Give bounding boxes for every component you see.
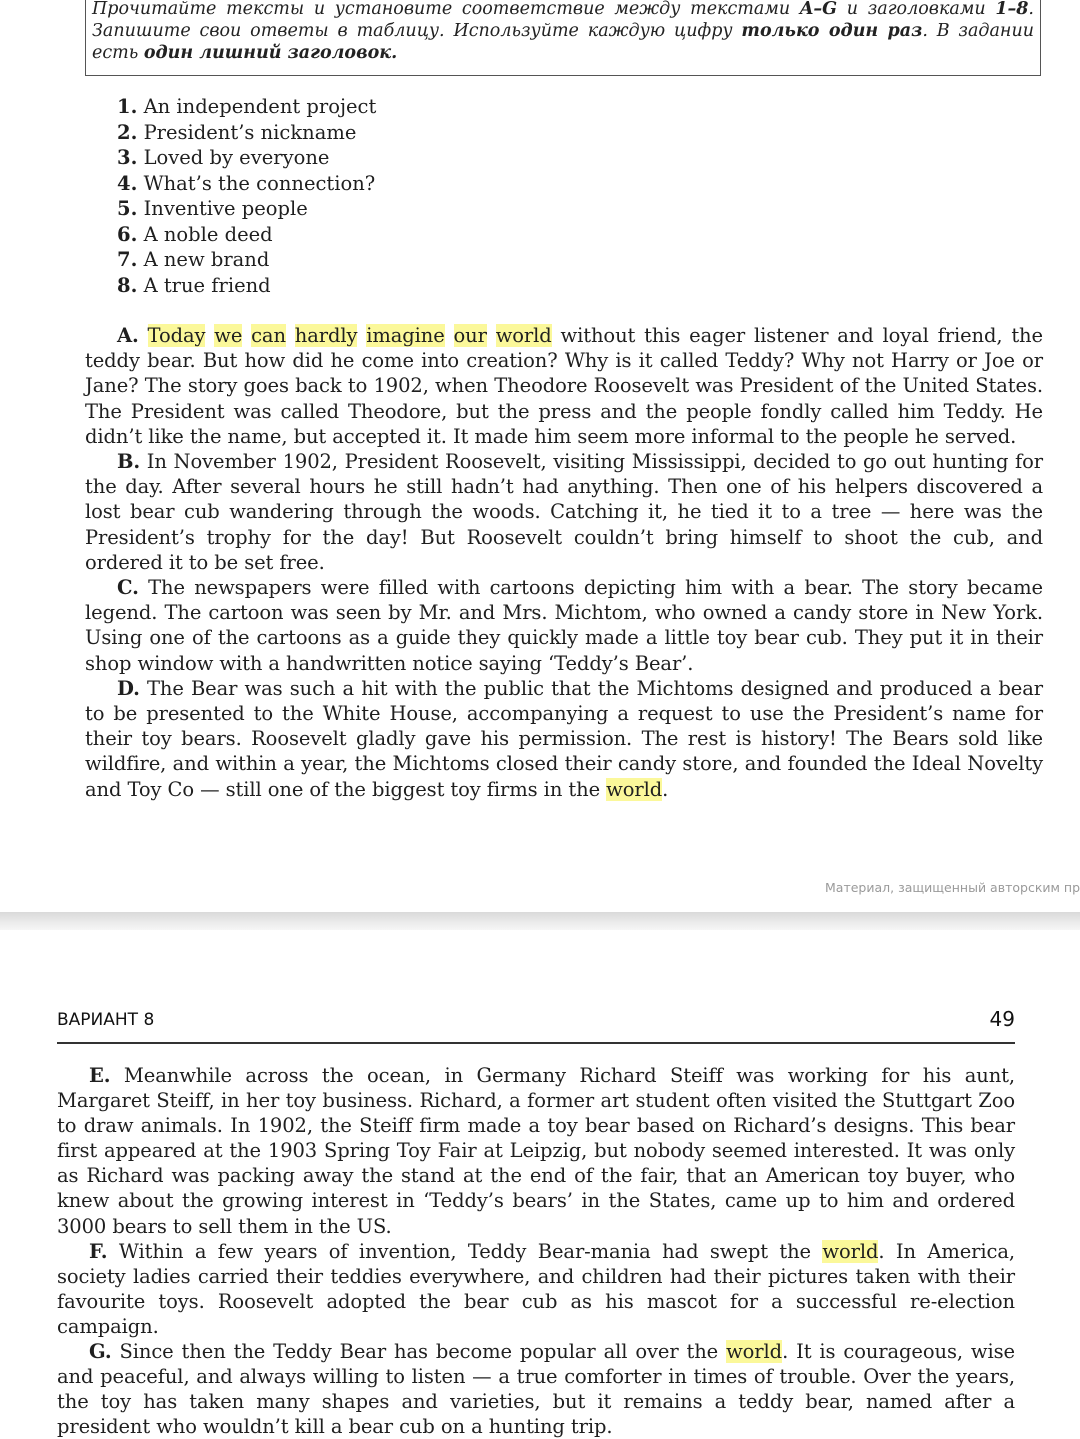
instruction-range-letters: A–G (799, 0, 838, 19)
heading-item (117, 120, 376, 146)
heading-text: An independent project (143, 95, 377, 118)
heading-number: 3. (117, 146, 138, 169)
paragraph-text-after: . In America, society ladies carried their teddies everywhere, and children had their pictures taken with their favourite toys. Roosevelt adopted the bear cub as his mascot for a successful re-election campaign. (57, 1239, 1015, 1338)
paragraph-c (85, 575, 1043, 676)
heading-text: A true friend (143, 273, 271, 297)
highlighted-word: our (453, 324, 487, 347)
instruction-range-numbers: 1–8 (995, 0, 1029, 19)
heading-item (117, 196, 376, 222)
heading-text: President’s nickname (143, 120, 357, 144)
paragraph-f (57, 1239, 1015, 1339)
highlighted-word: world (822, 1239, 879, 1263)
highlighted-word: world (495, 324, 552, 347)
heading-text: A new brand (143, 248, 270, 271)
paragraph-text: without this eager listener and loyal friend, the teddy bear. But how did he come into creation? Why is it called Teddy? Why not Harry or Joe or Jane? The story goes back to 1902, when Theodore Roosevelt was President of the United States. The President was called Theodore, but the press and the people fondly called him Teddy. He didn’t like the name, but accepted it. It made him seem more informal to the people he served. (85, 324, 1043, 448)
copyright-watermark: Материал, защищенный авторским пр (825, 880, 1080, 895)
instruction-extra-heading: один лишний заголовок. (143, 43, 398, 63)
instruction-text-3: . Запишите свои ответы в таблицу. Используйте каждую цифру (92, 0, 1034, 41)
texts-e-to-g (57, 1063, 1015, 1439)
paragraph-g (57, 1339, 1015, 1439)
heading-number: 4. (117, 171, 138, 195)
page-header (57, 1008, 1015, 1044)
heading-item (117, 273, 376, 299)
paragraph-b (85, 449, 1043, 575)
paragraph-text: The newspapers were filled with cartoons depicting him with a bear. The story became legend. The cartoon was seen by Mr. and Mrs. Michtom, who owned a candy store in New York. Using one of the cartoons as a guide they quickly made a little toy bear cub. They put it in their shop window with a handwritten notice saying ‘Teddy’s Bear’. (85, 576, 1043, 675)
page-divider (0, 912, 1080, 930)
heading-number: 8. (117, 273, 138, 297)
heading-item (117, 145, 376, 171)
paragraph-text: The Bear was such a hit with the public that the Michtoms designed and produced a bear to be presented to the White House, accompanying a request to use the President’s name for their toy bears. Roosevelt gladly gave his permission. The rest is history! The Bears sold like wildfire, and within a year, the Michtoms closed their candy store, and founded the Ideal Novelty and Toy Co — still one of the biggest toy firms in the (85, 676, 1043, 801)
heading-item (117, 94, 376, 120)
paragraph-letter: A. (117, 324, 139, 347)
paragraph-letter: F. (89, 1239, 108, 1263)
paragraph-letter: E. (89, 1064, 111, 1087)
highlighted-word: imagine (366, 324, 445, 347)
heading-number: 1. (117, 95, 138, 118)
highlighted-word: world (606, 777, 663, 801)
paragraph-letter: B. (117, 450, 141, 474)
heading-text: Loved by everyone (143, 146, 330, 169)
heading-number: 7. (117, 248, 138, 271)
page-number: 49 (989, 1007, 1015, 1031)
paragraph-text-after: . It is courageous, wise and peaceful, and always willing to listen — a true comforter in times of trouble. Over the years, the toy has taken many shapes and varieties, but it remains a teddy bear, named after a president who wouldn’t kill a bear cub on a hunting trip. (57, 1340, 1015, 1439)
paragraph-letter: G. (89, 1340, 112, 1364)
highlighted-word: can (251, 324, 286, 347)
texts-a-to-d (85, 323, 1043, 802)
instruction-emphasis: только один раз (741, 21, 923, 41)
paragraph-text: Meanwhile across the ocean, in Germany Richard Steiff was working for his aunt, Margaret Steiff, in her toy business. Richard, a former art student often visited the Stuttgart Zoo to draw animals. In 1902, the Steiff firm made a toy bear based on Richard’s designs. This bear first appeared at the 1903 Spring Toy Fair at Leipzig, but nobody seemed interested. It was only as Richard was packing away the stand at the end of the fair, that an American toy buyer, who knew about the growing interest in ‘Teddy’s bears’ in the States, came up to him and ordered 3000 bears to sell them in the US. (57, 1064, 1015, 1238)
instruction-text-2: и заголовками (837, 0, 996, 19)
highlighted-word: Today (147, 324, 206, 347)
paragraph-a (85, 323, 1043, 449)
heading-number: 6. (117, 222, 138, 246)
heading-number: 2. (117, 120, 138, 144)
heading-item (117, 171, 376, 197)
page-lower (0, 930, 1080, 1439)
instruction-text-1: Прочитайте тексты и установите соответствие между текстами (92, 0, 800, 19)
paragraph-e (57, 1063, 1015, 1239)
paragraph-letter: C. (117, 576, 139, 600)
paragraph-text: Within a few years of invention, Teddy Bear-mania had swept the (118, 1239, 811, 1263)
paragraph-letter: D. (117, 676, 140, 700)
highlighted-word: world (726, 1340, 783, 1364)
paragraph-text: Since then the Teddy Bear has become popular all over the (119, 1340, 719, 1364)
heading-item (117, 222, 376, 248)
highlighted-word: hardly (294, 324, 358, 347)
highlighted-word: we (214, 324, 243, 347)
heading-text: Inventive people (143, 197, 308, 220)
heading-item (117, 247, 376, 273)
heading-text: A noble deed (143, 222, 273, 246)
instruction-text-4: . В задании есть (92, 21, 1035, 63)
task-instruction-box (85, 0, 1041, 76)
heading-number: 5. (117, 197, 138, 220)
paragraph-text: In November 1902, President Roosevelt, visiting Mississippi, decided to go out hunting for the day. After several hours he still hadn’t had anything. Then one of his helpers discovered a lost bear cub wandering through the woods. Catching it, he tied it to a tree — here was the President’s trophy for the day! But Roosevelt couldn’t bring himself to shoot the cub, and ordered it to be set free. (85, 450, 1043, 574)
headings-list (117, 94, 376, 298)
paragraph-end: . (662, 777, 669, 801)
variant-label: ВАРИАНТ 8 (57, 1010, 155, 1030)
heading-text: What’s the connection? (143, 171, 376, 195)
paragraph-d (85, 676, 1043, 802)
